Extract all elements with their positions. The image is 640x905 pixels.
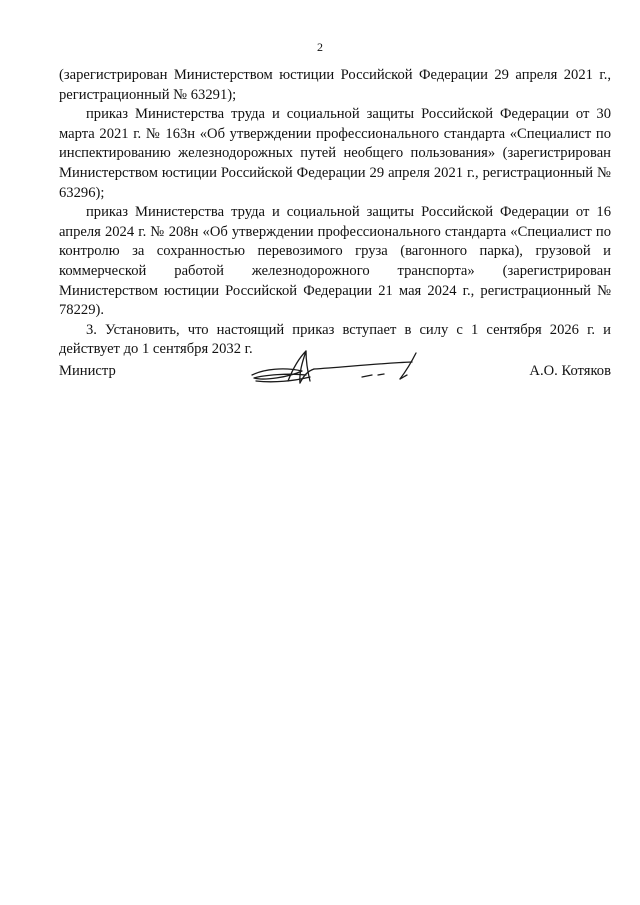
paragraph-effective-date: 3. Установить, что настоящий приказ вступает в силу с 1 сентября 2026 г. и действует до 1 сентября 2032 г. [59,321,611,358]
signatory-title: Министр [59,363,116,379]
paragraph-order-163n: приказ Министерства труда и социальной защиты Российской Федерации от 30 марта 2021 г. № 163н «Об утверждении профессионального стандарта «Специалист по инспектированию железнодорожных путей необщего пользования» (зарегистрирован Министерством юстиции Российской Федерации 29 апреля 2021 г., регистрационный № 63296); [59,106,611,201]
signature-block [59,355,611,395]
page-number: 2 [317,40,323,54]
handwritten-signature [244,345,424,393]
paragraph-registration-continuation: (зарегистрирован Министерством юстиции Российской Федерации 29 апреля 2021 г., регистрационный № 63291); [59,67,611,103]
signatory-name: А.О. Котяков [529,363,611,379]
paragraph-order-208n: приказ Министерства труда и социальной защиты Российской Федерации от 16 апреля 2024 г. № 208н «Об утверждении профессионального стандарта «Специалист по контролю за сохранностью перевозимого груза (вагонного парка), грузовой и коммерческой работой железнодорожного транспорта» (зарегистрирован Министерством юстиции Российской Федерации 21 мая 2024 г., регистрационный № 78229). [59,204,611,319]
document-body [59,66,611,360]
